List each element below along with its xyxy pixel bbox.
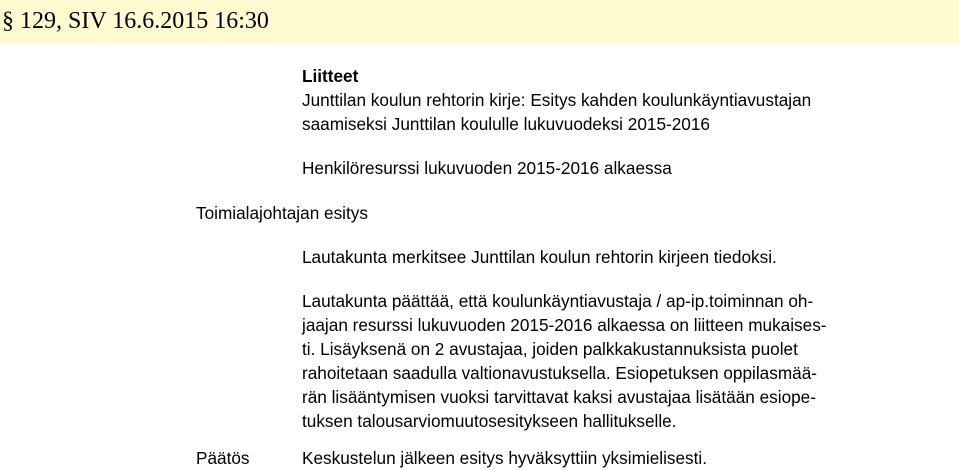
section-header: § 129, SIV 16.6.2015 16:30 bbox=[2, 8, 269, 34]
proposal-paragraph-2-line-5: rän lisääntymisen vuoksi tarvittavat kaksi avustajaa lisätään esiope- bbox=[302, 387, 816, 407]
attachment-item-2: Henkilöresurssi lukuvuoden 2015-2016 alkaessa bbox=[302, 158, 672, 178]
proposal-paragraph-2 bbox=[302, 289, 827, 433]
proposal-paragraph-1: Lautakunta merkitsee Junttilan koulun rehtorin kirjeen tiedoksi. bbox=[302, 247, 777, 267]
attachment-item-1 bbox=[302, 88, 811, 136]
decision-label: Päätös bbox=[196, 448, 250, 468]
attachments-title: Liitteet bbox=[302, 66, 359, 86]
decision-text: Keskustelun jälkeen esitys hyväksyttiin yksimielisesti. bbox=[302, 448, 708, 468]
proposal-paragraph-2-line-4: rahoitetaan saadulla valtionavustuksella. Esiopetuksen oppilasmää- bbox=[302, 363, 817, 383]
proposal-paragraph-2-line-6: tuksen talousarviomuutosesitykseen hallitukselle. bbox=[302, 411, 677, 431]
proposal-label: Toimialajohtajan esitys bbox=[196, 203, 368, 223]
proposal-paragraph-2-line-3: ti. Lisäyksenä on 2 avustajaa, joiden palkkakustannuksista puolet bbox=[302, 339, 798, 359]
attachment-item-1-line-1: Junttilan koulun rehtorin kirje: Esitys kahden koulunkäyntiavustajan bbox=[302, 90, 812, 110]
proposal-paragraph-2-line-2: jaajan resurssi lukuvuoden 2015-2016 alkaessa on liitteen mukaises- bbox=[302, 315, 827, 335]
proposal-paragraph-2-line-1: Lautakunta päättää, että koulunkäyntiavustaja / ap-ip.toiminnan oh- bbox=[302, 291, 814, 311]
attachment-item-1-line-2: saamiseksi Junttilan koululle lukuvuodeksi 2015-2016 bbox=[302, 114, 710, 134]
